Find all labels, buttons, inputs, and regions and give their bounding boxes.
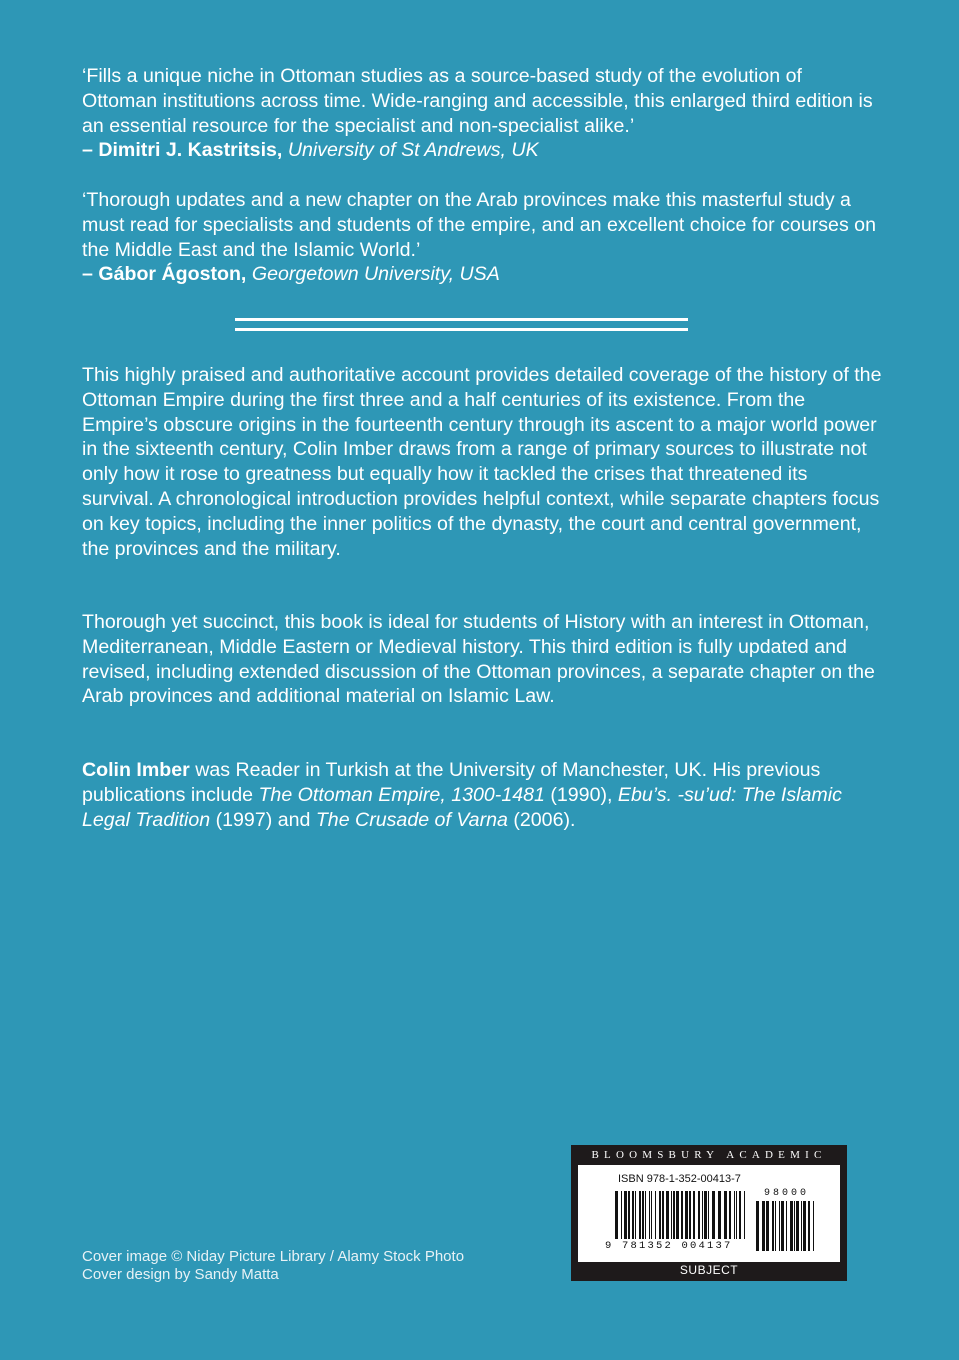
bio-year-1: (1990), [544,783,618,806]
barcode-bar [729,1191,731,1239]
barcode-bar [659,1191,661,1239]
barcode-bar [628,1191,630,1239]
ean-digits: 9 781352 004137 [605,1240,733,1252]
quote-text: ‘Fills a unique niche in Ottoman studies as a source-based study of the evolution of Ottoman institutions across time. Wide-ranging and accessible, this enlarged third edition is an essential resource for the specialist and non-specialist alike.’ [82,65,873,137]
barcode-bar [712,1191,715,1239]
bio-book-1: The Ottoman Empire, 1300-1481 [258,783,545,806]
barcode-bar [693,1191,695,1239]
barcode-bar [718,1191,721,1239]
barcode-bar [635,1191,636,1239]
quote-author: – Dimitri J. Kastritsis, [82,139,283,162]
barcode-bar [645,1191,646,1239]
barcode-bar [615,1191,618,1239]
barcode-bar [685,1191,688,1239]
double-line-divider [235,318,688,332]
quote-text: ‘Thorough updates and a new chapter on the Arab provinces make this masterful study a must read for specialists and students of the empire, and an excellent choice for courses on the Middle East and the Islamic World.’ [82,189,876,261]
quote-affiliation: University of St Andrews, UK [287,139,539,162]
author-name: Colin Imber [82,759,190,781]
cover-credits [82,1248,464,1284]
barcode-bar [698,1191,700,1239]
barcode-bar [671,1191,672,1239]
barcode-bar [766,1201,769,1251]
barcode-bar [801,1201,802,1251]
barcode-bar [734,1191,735,1239]
isbn-label: ISBN 978-1-352-00413-7 [618,1173,741,1185]
cover-design-credit: Cover design by Sandy Matta [82,1266,279,1283]
barcode-bar [704,1191,707,1239]
barcode-bar [676,1191,679,1239]
description-paragraph-2: Thorough yet succinct, this book is ideal for students of History with an interest in Ottoman, Mediterranean, Middle Eastern or Medieval history. This third edition is fully updated and revised, including extended discussion of the Ottoman provinces, a separate chapter on the Arab provinces and additional material on Islamic Law. [82,611,875,708]
barcode-bar [813,1201,814,1251]
subject-label: SUBJECT [679,1263,739,1277]
barcode-bar [673,1191,675,1239]
cover-image-credit: Cover image © Niday Picture Library / Alamy Stock Photo [82,1248,465,1265]
publisher-name: BLOOMSBURY ACADEMIC [591,1149,827,1161]
description-paragraph-1: This highly praised and authoritative account provides detailed coverage of the history of the Ottoman Empire during the first three and a half centuries of its existence. From the Empire’s obscure origins in the fourteenth century through its ascent to a major world power in the sixteenth century, Colin Imber draws from a range of primary sources to illustrate not only how it rose to greatness but equally how it tackled the crises that threatened its survival. A chronological introduction provides helpful context, while separate chapters focus on key topics, including the inner politics of the dynasty, the court and central government, the provinces and the military. [82,364,882,560]
barcode-bar [681,1191,683,1239]
barcode-bar [621,1191,622,1239]
barcode-bar [756,1201,759,1251]
barcode-bar [736,1191,737,1239]
review-quote-2 [82,188,882,287]
barcode-bar [772,1201,774,1251]
barcode-bar [642,1191,644,1239]
barcode-bar [666,1191,669,1239]
barcode-panel [571,1145,847,1281]
barcode-bar [724,1191,727,1239]
quote-affiliation: Georgetown University, USA [251,263,500,286]
barcode-bar [639,1191,641,1239]
barcode-bar [702,1191,703,1239]
barcode-bar [689,1191,691,1239]
barcode-bar [739,1191,741,1239]
barcode-bar [651,1191,652,1239]
addon-digits: 98000 [764,1188,810,1199]
barcode-bar [649,1191,650,1239]
barcode-bar [794,1201,795,1251]
review-quote-1 [82,64,882,163]
bio-year-3: (2006). [507,808,576,831]
barcode-bar [655,1191,656,1239]
quote-author: – Gábor Ágoston, [82,263,247,286]
barcode-bar [781,1201,784,1251]
bio-year-2: (1997) and [210,808,316,831]
barcode-bar [790,1201,793,1251]
barcode-bar [662,1191,664,1239]
author-bio [82,758,882,832]
barcode-bar [762,1201,765,1251]
barcode-bar [775,1201,776,1251]
quote-attribution [82,262,882,287]
barcode-bar [624,1191,627,1239]
barcode-bar [632,1191,634,1239]
bio-book-2: Ebu’s. -su’ud: The Islamic Legal Tradition [82,783,842,831]
barcode-bar [796,1201,799,1251]
barcode-bar [779,1201,780,1251]
barcode-bar [786,1201,787,1251]
bio-book-3: The Crusade of Varna [315,808,508,831]
divider-line-bottom [235,328,688,331]
quote-attribution [82,138,882,163]
barcode-bar [708,1191,709,1239]
divider-line-top [235,318,688,321]
barcode-area [578,1165,840,1262]
bio-intro: was Reader in Turkish at the University of Manchester, UK. His previous publications include [82,759,821,806]
barcode-bar [744,1191,745,1239]
barcode-bar [803,1201,806,1251]
barcode-bar [808,1201,810,1251]
